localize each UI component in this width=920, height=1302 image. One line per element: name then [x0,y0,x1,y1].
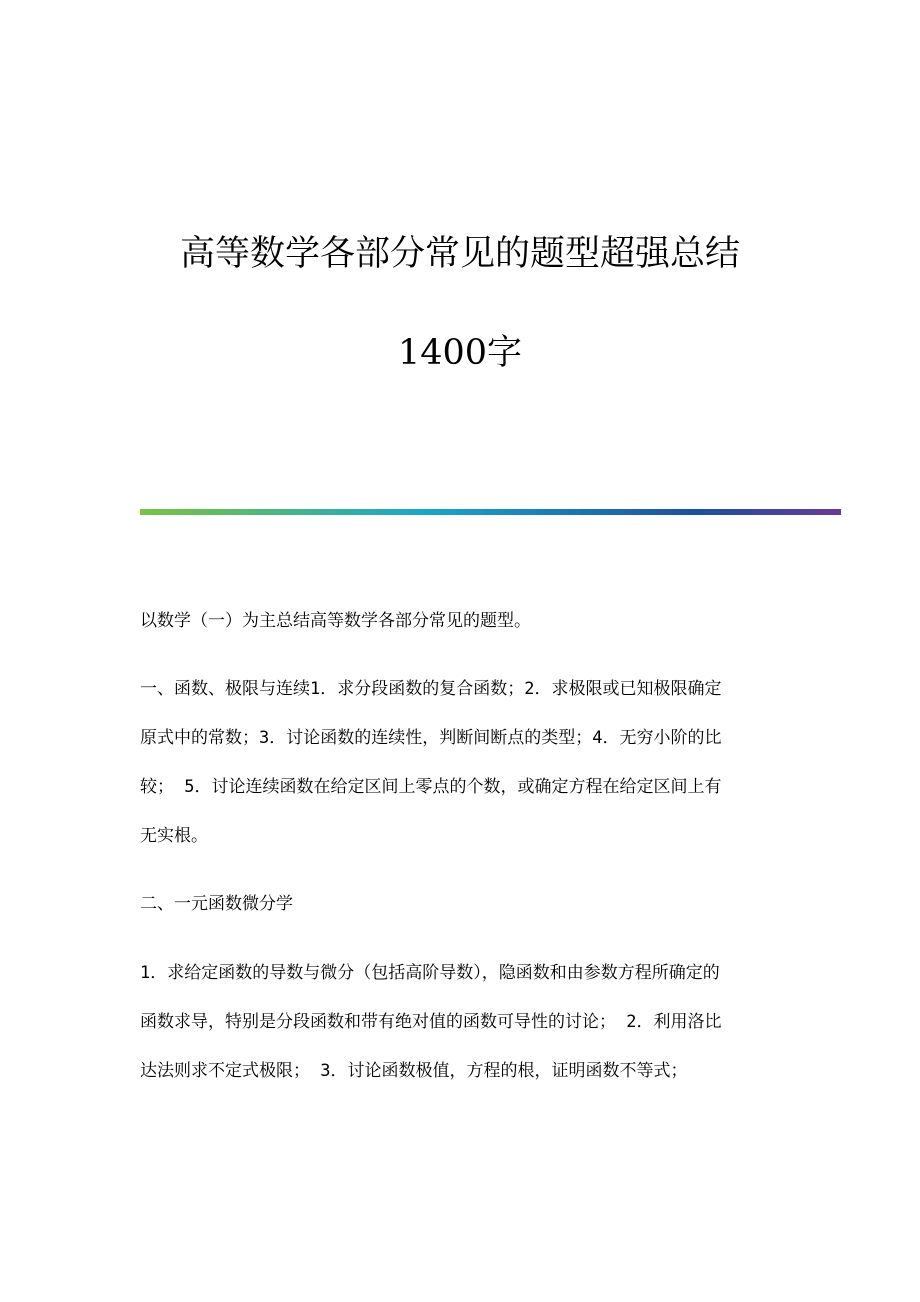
section-2-heading-text: 二、一元函数微分学 [140,894,293,914]
intro-line: 以数学（一）为主总结高等数学各部分常见的题型。 [140,611,531,631]
section-2-paragraph [140,949,790,1096]
document-title-line-1: 高等数学各部分常见的题型超强总结 [179,234,740,274]
section-1-line: 原式中的常数；3．讨论函数的连续性，判断间断点的类型；4．无穷小阶的比 [140,728,722,748]
section-2-line: 达法则求不定式极限； 3．讨论函数极值，方程的根，证明函数不等式； [140,1061,688,1081]
section-2-line: 1．求给定函数的导数与微分（包括高阶导数），隐函数和由参数方程所确定的 [140,963,720,983]
intro-paragraph [140,597,790,646]
section-1-paragraph [140,665,790,861]
section-1-line: 一、函数、极限与连续1．求分段函数的复合函数；2．求极限或已知极限确定 [140,679,722,699]
gradient-divider [140,509,841,515]
section-1-line: 较； 5．讨论连续函数在给定区间上零点的个数，或确定方程在给定区间上有 [140,777,722,797]
section-2-line: 函数求导，特别是分段函数和带有绝对值的函数可导性的讨论； 2．利用洛比 [140,1012,722,1032]
section-2-heading [140,880,790,929]
document-title-line-2: 1400字 [397,333,523,373]
section-1-line: 无实根。 [140,826,208,846]
